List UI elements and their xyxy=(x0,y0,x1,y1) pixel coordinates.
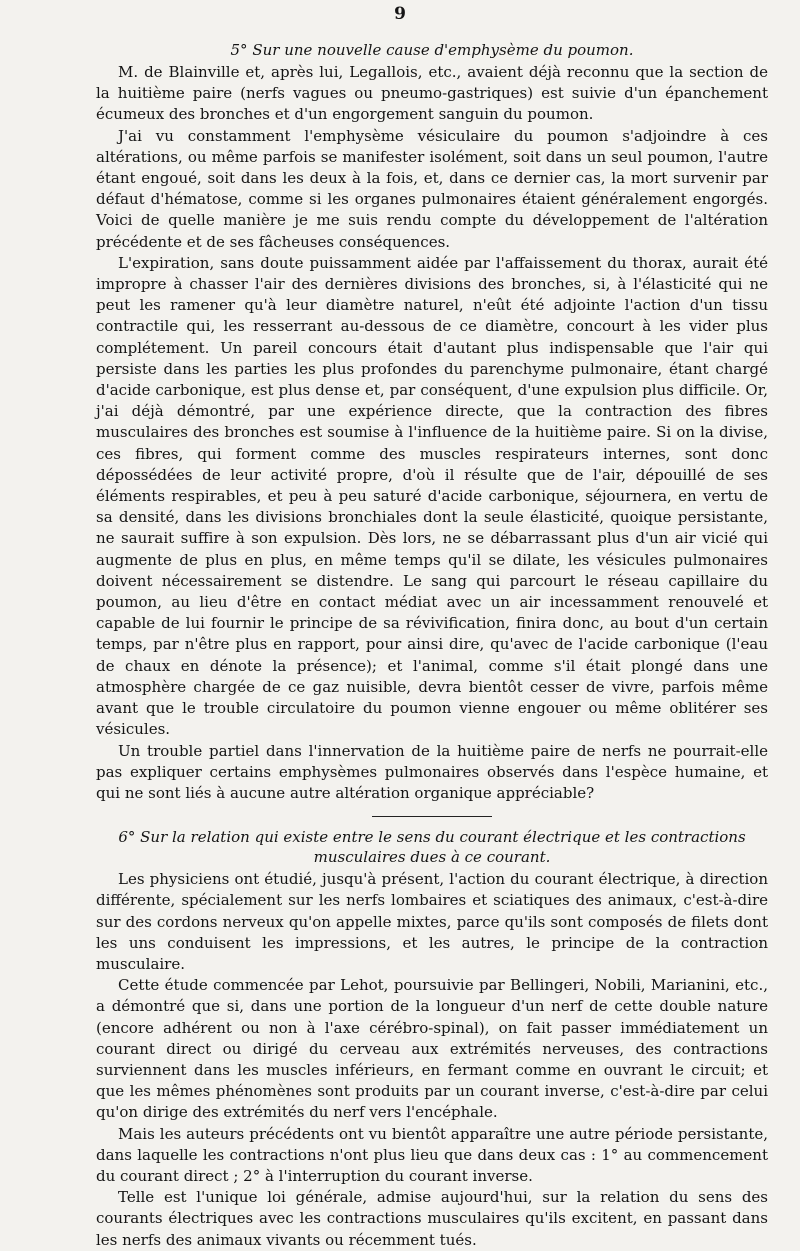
paragraph: L'expiration, sans doute puissamment aidée par l'affaissement du thorax, aurait été impropre à chasser l'air des dernières divisions des bronches, si, à l'élasticité qui ne peut les ramener qu'à leur diamètre naturel, n'eût été adjointe l'action d'un tissu contractile qui, les resserrant au-dessous de ce diamètre, concourt à les vider plus complétement. Un pareil concours était d'autant plus indispensable que l'air qui persiste dans les parties les plus profondes du parenchyme pulmonaire, étant chargé d'acide carbonique, est plus dense et, par conséquent, d'une expulsion plus difficile. Or, j'ai déjà démontré, par une expérience directe, que la contraction des fibres musculaires des bronches est soumise à l'influence de la huitième paire. Si on la divise, ces fibres, qui forment comme des muscles respirateurs internes, sont donc dépossédées de leur activité propre, d'où il résulte que de l'air, dépouillé de ses éléments respirables, et peu à peu saturé d'acide carbonique, séjournera, en vertu de sa densité, dans les divisions bronchiales dont la seule élasticité, quoique persistante, ne saurait suffire à son expulsion. Dès lors, ne se débarrassant plus d'un air vicié qui augmente de plus en plus, en même temps qu'il se dilate, les vésicules pulmonaires doivent nécessairement se distendre. Le sang qui parcourt le réseau capillaire du poumon, au lieu d'être en contact médiat avec un air incessamment renouvelé et capable de lui fournir le principe de sa révivification, finira donc, au bout d'un certain temps, par n'être plus en rapport, pour ainsi dire, qu'avec de l'acide carbonique (l'eau de chaux en dénote la présence); et l'animal, comme s'il était plongé dans une atmosphère chargée de ce gaz nuisible, devra bientôt cesser de vivre, parfois même avant que le trouble circulatoire du poumon vienne engouer ou même oblitérer ses vésicules. xyxy=(96,253,768,739)
paragraph: Mais les auteurs précédents ont vu bientôt apparaître une autre période persistante, dans laquelle les contractions n'ont plus lieu que dans deux cas : 1° au commencement du courant direct ; 2° à l'interruption du courant inverse. xyxy=(96,1124,768,1185)
section-divider xyxy=(372,816,492,817)
page-body xyxy=(96,40,768,1251)
paragraph: Telle est l'unique loi générale, admise aujourd'hui, sur la relation du sens des courants électriques avec les contractions musculaires qu'ils excitent, en passant dans les nerfs des animaux vivants ou récemment tués. xyxy=(96,1188,768,1249)
page-number: 9 xyxy=(394,4,406,24)
paragraph: M. de Blainville et, après lui, Legallois, etc., avaient déjà reconnu que la section de la huitième paire (nerfs vagues ou pneumo-gastriques) est suivie d'un épanchement écumeux des bronches et d'un engorgement sanguin du poumon. xyxy=(96,63,768,124)
section-6-title: 6° Sur la relation qui existe entre le sens du courant électrique et les contractions musculaires dues à ce courant. xyxy=(118,828,746,867)
paragraph: Cette étude commencée par Lehot, poursuivie par Bellingeri, Nobili, Marianini, etc., a démontré que si, dans une portion de la longueur d'un nerf de cette double nature (encore adhérent ou non à l'axe cérébro-spinal), on fait passer immédiatement un courant direct ou dirigé du cerveau aux extrémités nerveuses, des contractions surviennent dans les muscles inférieurs, en fermant comme en ouvrant le circuit; et que les mêmes phénomènes sont produits par un courant inverse, c'est-à-dire par celui qu'on dirige des extrémités du nerf vers l'encéphale. xyxy=(96,976,768,1122)
paragraph: Les physiciens ont étudié, jusqu'à présent, l'action du courant électrique, à direction différente, spécialement sur les nerfs lombaires et sciatiques des animaux, c'est-à-dire sur des cordons nerveux qu'on appelle mixtes, parce qu'ils sont composés de filets dont les uns conduisent les impressions, et les autres, le principe de la contraction musculaire. xyxy=(96,870,768,973)
section-5-title: 5° Sur une nouvelle cause d'emphysème du poumon. xyxy=(230,41,634,59)
paragraph: Un trouble partiel dans l'innervation de la huitième paire de nerfs ne pourrait-elle pas expliquer certains emphysèmes pulmonaires observés dans l'espèce humaine, et qui ne sont liés à aucune autre altération organique appréciable? xyxy=(96,741,768,802)
paragraph: J'ai vu constamment l'emphysème vésiculaire du poumon s'adjoindre à ces altérations, ou même parfois se manifester isolément, soit dans un seul poumon, l'autre étant engoué, soit dans les deux à la fois, et, dans ce dernier cas, la mort survenir par défaut d'hématose, comme si les organes pulmonaires étaient généralement engorgés. Voici de quelle manière je me suis rendu compte du développement de l'altération précédente et de ses fâcheuses conséquences. xyxy=(96,126,768,251)
